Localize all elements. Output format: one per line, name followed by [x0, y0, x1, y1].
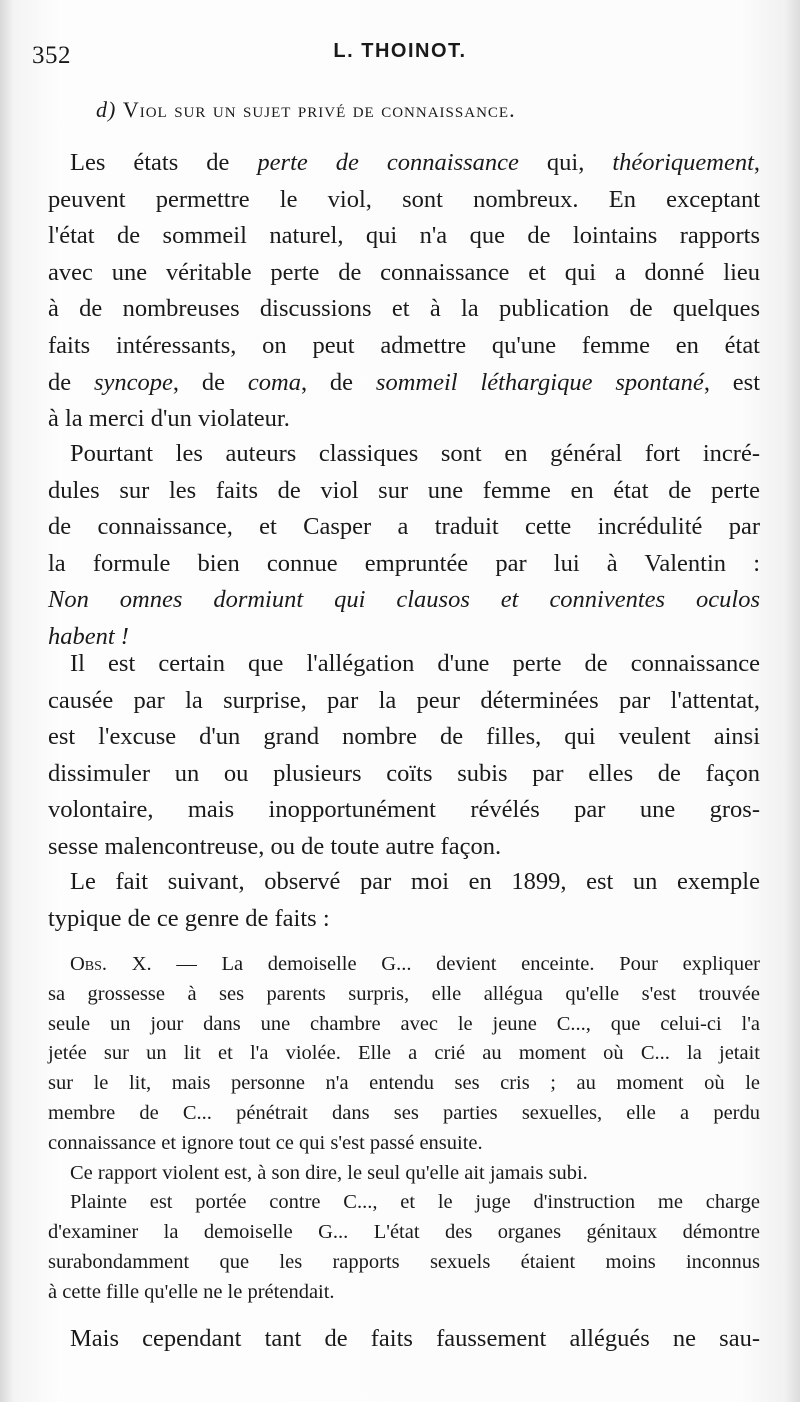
text-segment: Les états de: [70, 149, 258, 176]
text-line: [48, 1129, 760, 1159]
text-segment: connaissance et ignore tout ce qui s'est passé ensuite.: [48, 1131, 483, 1154]
text-segment: Plainte est portée contre C..., et le juge d'instruction me charge: [70, 1191, 760, 1214]
text-segment: , de: [172, 368, 248, 396]
text-segment: à de nombreuses discussions et à la publication de quelques: [48, 295, 760, 323]
text-segment: seule un jour dans une chambre avec le jeune C..., que celui-ci l'a: [48, 1012, 760, 1035]
text-line: [48, 683, 760, 720]
italic-text: sommeil léthargique spontané: [375, 368, 704, 396]
text-segment: de: [48, 368, 94, 396]
text-line: [48, 582, 760, 619]
paragraph-4: [48, 864, 760, 937]
text-segment: l'état de sommeil naturel, qui n'a que de lointains rapports: [48, 222, 760, 250]
observation-first-text: La demoiselle G... devient enceinte. Pour expliquer: [221, 953, 761, 975]
text-line: [48, 646, 760, 683]
text-segment: ,: [753, 149, 761, 176]
text-segment: d'examiner la demoiselle G... L'état des organes génitaux démontre: [48, 1221, 760, 1244]
text-line: [48, 864, 760, 901]
text-line: [48, 756, 760, 793]
text-line: [48, 291, 760, 328]
text-segment: avec une véritable perte de connaissance et qui a donné lieu: [48, 258, 760, 286]
text-segment: surabondamment que les rapports sexuels étaient moins inconnus: [48, 1250, 760, 1273]
text-line: [48, 1248, 760, 1278]
text-line: [48, 1188, 760, 1218]
closing-paragraph: [48, 1321, 760, 1358]
text-segment: de connaissance, et Casper a traduit cette incrédulité par: [48, 513, 760, 541]
section-heading: Viol sur un sujet privé de connaissance.: [122, 97, 516, 122]
text-line: [48, 546, 760, 583]
text-line: [48, 901, 760, 938]
text-line: [48, 145, 760, 182]
text-segment: faits intéressants, on peut admettre qu'une femme en état: [48, 331, 760, 359]
text-line: [48, 365, 760, 402]
italic-text: habent !: [48, 622, 129, 650]
text-segment: , de: [300, 368, 376, 396]
observation-first-line: [48, 950, 760, 980]
text-line: [48, 1159, 760, 1189]
text-segment: , est: [703, 368, 761, 396]
text-segment: peuvent permettre le viol, sont nombreux. En exceptant: [48, 185, 760, 213]
section-number: d): [96, 97, 117, 122]
text-segment: sur le lit, mais personne n'a entendu ses cris ; au moment où le: [48, 1072, 760, 1095]
text-line: [48, 436, 760, 473]
text-line: [48, 218, 760, 255]
observation-paragraph-2: [48, 1159, 760, 1189]
observation-label: Obs. X.: [70, 953, 152, 975]
text-segment: à cette fille qu'elle ne le prétendait.: [48, 1280, 335, 1303]
paragraph-1: [48, 145, 760, 438]
page-header: [30, 36, 770, 76]
text-line: [48, 980, 760, 1010]
observation-paragraph-3: [48, 1188, 760, 1307]
italic-text: théoriquement: [612, 149, 754, 176]
text-segment: jetée sur un lit et l'a violée. Elle a crié au moment où C... la jetait: [48, 1042, 760, 1065]
text-line: [48, 473, 760, 510]
text-line: [48, 328, 760, 365]
text-segment: causée par la surprise, par la peur déterminées par l'attentat,: [48, 686, 760, 714]
text-line: [48, 719, 760, 756]
text-line: [48, 401, 760, 438]
text-segment: à la merci d'un violateur.: [48, 405, 290, 433]
text-line: [48, 509, 760, 546]
observation-dash: —: [151, 953, 222, 975]
text-segment: la formule bien connue empruntée par lui à Valentin :: [48, 549, 760, 577]
text-line: [48, 1039, 760, 1069]
text-segment: dissimuler un ou plusieurs coïts subis par elles de façon: [48, 759, 760, 787]
text-line: [48, 792, 760, 829]
observation-block: [48, 950, 760, 1308]
text-segment: sesse malencontreuse, ou de toute autre façon.: [48, 832, 502, 860]
section-title: [96, 97, 516, 123]
text-segment: Ce rapport violent est, à son dire, le seul qu'elle ait jamais subi.: [70, 1161, 588, 1184]
text-segment: membre de C... pénétrait dans ses parties sexuelles, elle a perdu: [48, 1101, 760, 1124]
text-segment: dules sur les faits de viol sur une femme en état de perte: [48, 476, 760, 504]
text-segment: est l'excuse d'un grand nombre de filles, qui veulent ainsi: [48, 723, 760, 751]
running-head: L. THOINOT.: [333, 40, 467, 62]
text-segment: qui,: [518, 149, 613, 176]
page-number: 352: [32, 42, 71, 69]
paragraph-3: [48, 646, 760, 866]
text-segment: Mais cependant tant de faits faussement allégués ne sau-: [70, 1325, 760, 1352]
text-line: [48, 1099, 760, 1129]
italic-text: syncope: [93, 368, 173, 396]
text-segment: Le fait suivant, observé par moi en 1899, est un exemple: [70, 868, 760, 895]
text-line: [48, 1010, 760, 1040]
italic-text: Non omnes dormiunt qui clausos et conniventes oculos: [48, 586, 760, 614]
text-segment: Pourtant les auteurs classiques sont en général fort incré-: [70, 440, 760, 467]
text-segment: typique de ce genre de faits :: [48, 904, 330, 932]
text-line: [48, 1278, 760, 1308]
text-segment: volontaire, mais inopportunément révélés par une gros-: [48, 796, 760, 824]
text-line: [48, 1069, 760, 1099]
text-segment: sa grossesse à ses parents surpris, elle allégua qu'elle s'est trouvée: [48, 982, 760, 1005]
text-line: [48, 255, 760, 292]
observation-paragraph-1-rest: [48, 980, 760, 1159]
text-line: [48, 829, 760, 866]
text-line: [48, 1321, 760, 1358]
observation-paragraph-1: [48, 950, 760, 1159]
paragraph-2: [48, 436, 760, 656]
text-segment: Il est certain que l'allégation d'une perte de connaissance: [70, 650, 760, 677]
text-line: [48, 182, 760, 219]
italic-text: coma: [247, 368, 301, 396]
text-line: [48, 1218, 760, 1248]
italic-text: perte de connaissance: [257, 149, 519, 176]
